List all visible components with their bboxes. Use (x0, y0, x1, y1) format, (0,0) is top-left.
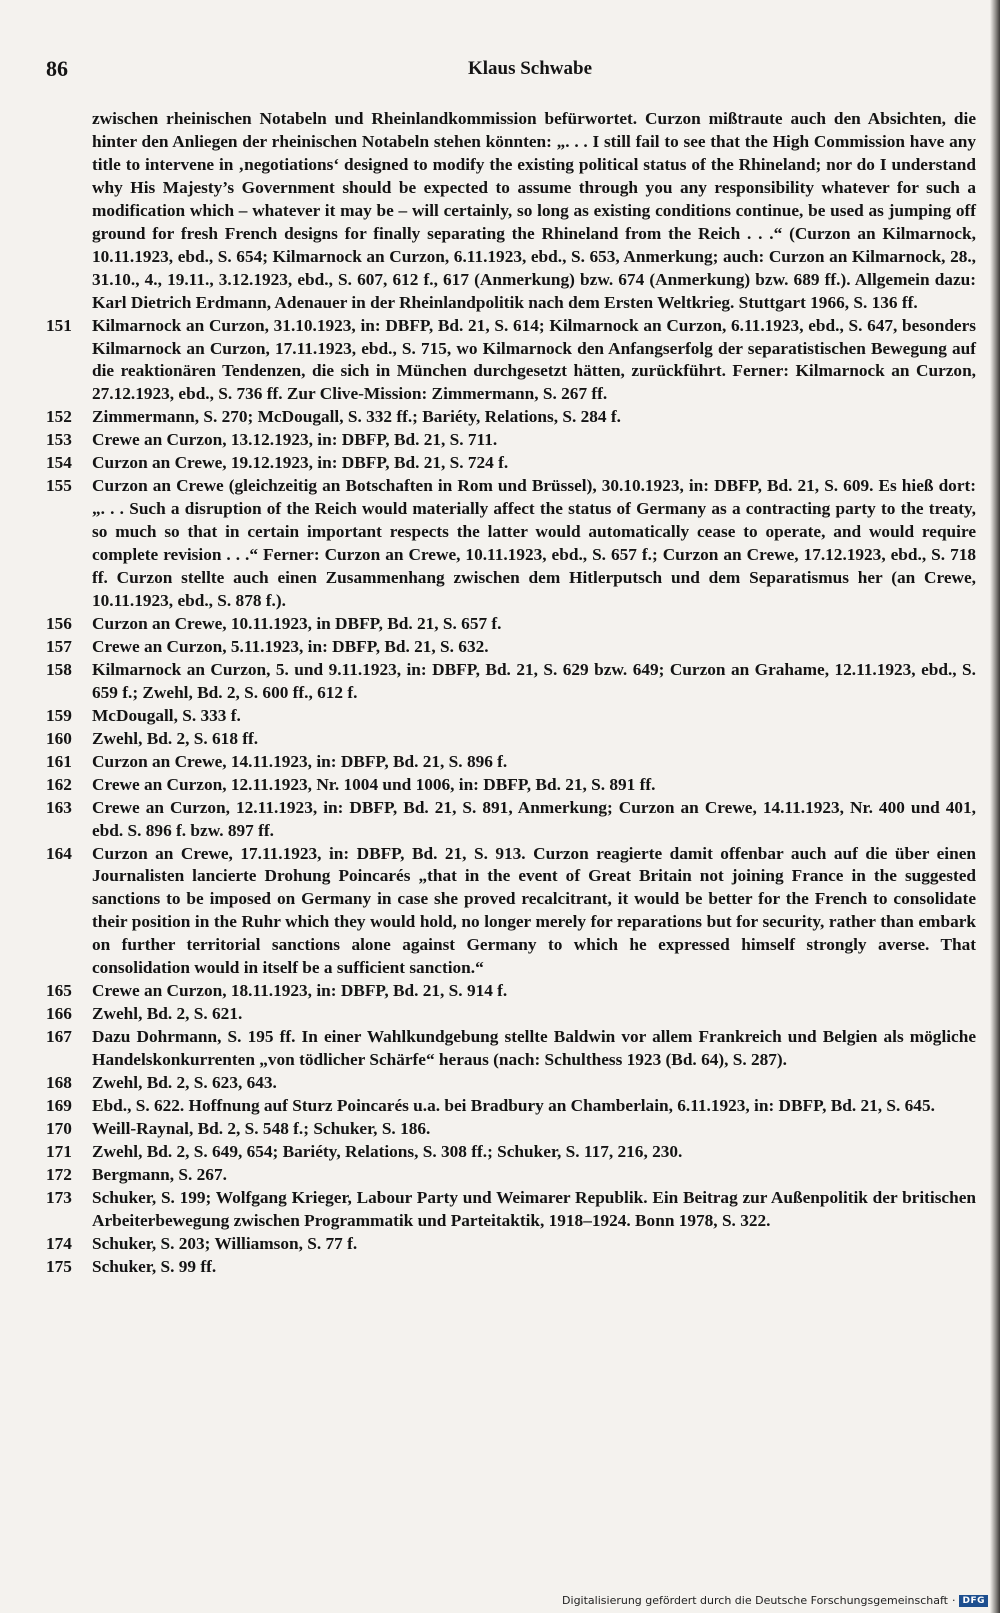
footnote-170 (46, 1118, 976, 1141)
footnote-number: 172 (46, 1164, 72, 1184)
footnote-text: Zwehl, Bd. 2, S. 621. (92, 1004, 243, 1024)
footnote-163 (46, 797, 976, 843)
footnote-number: 158 (46, 659, 72, 679)
footnote-number: 167 (46, 1027, 72, 1047)
footnote-text: Ebd., S. 622. Hoffnung auf Sturz Poincarés u.a. bei Bradbury an Chamberlain, 6.11.1923, in: DBFP, Bd. 21, S. 645. (92, 1095, 935, 1115)
footnote-152 (46, 406, 976, 429)
footnote-number: 170 (46, 1118, 72, 1138)
footer-credit: Digitalisierung gefördert durch die Deutsche Forschungsgemeinschaft (562, 1594, 948, 1607)
footnote-number: 152 (46, 407, 72, 427)
footnote-text: Bergmann, S. 267. (92, 1164, 227, 1184)
footnote-text: Weill-Raynal, Bd. 2, S. 548 f.; Schuker, S. 186. (92, 1118, 431, 1138)
footnote-165 (46, 980, 976, 1003)
footnote-text: Curzon an Crewe, 14.11.1923, in: DBFP, Bd. 21, S. 896 f. (92, 751, 508, 771)
footnote-154 (46, 452, 976, 475)
footnote-number: 161 (46, 751, 72, 771)
footnote-number: 154 (46, 453, 72, 473)
footnote-171 (46, 1141, 976, 1164)
footnote-number: 157 (46, 636, 72, 656)
footnote-162 (46, 774, 976, 797)
footnote-164 (46, 843, 976, 981)
footnote-172 (46, 1164, 976, 1187)
footnote-166 (46, 1003, 976, 1026)
footnote-155 (46, 475, 976, 613)
running-head: Klaus Schwabe (467, 58, 593, 79)
footnote-number: 168 (46, 1073, 72, 1093)
page-number: 86 (46, 56, 68, 81)
footnote-text: Kilmarnock an Curzon, 5. und 9.11.1923, in: DBFP, Bd. 21, S. 629 bzw. 649; Curzon an Grahame, 12.11.1923, ebd., S. 659 f.; Zwehl, Bd. 2, S. 600 ff., 612 f. (92, 659, 976, 702)
footnote-text: Schuker, S. 203; Williamson, S. 77 f. (92, 1233, 358, 1253)
footnote-number: 175 (46, 1256, 72, 1276)
footnote-number: 165 (46, 981, 72, 1001)
note-continuation: zwischen rheinischen Notabeln und Rheinlandkommission befürwortet. Curzon mißtraute auch den Absichten, die hinter den Anliegen der rheinischen Notabeln stehen könnten: „. . . I still fail to see that the High Commission have any title to intervene in ‚negotiations‘ designed to modify the existing political status of the Rhineland; nor do I understand why His Majesty’s Government should be expected to assume through you any responsibility whatever for such a modification which – whatever it may be – will certainly, so long as existing conditions continue, be used as jumping off ground for fresh French designs for finally separating the Rhineland from the Reich . . .“ (Curzon an Kilmarnock, 10.11.1923, ebd., S. 654; Kilmarnock an Curzon, 6.11.1923, ebd., S. 653, Anmerkung; auch: Curzon an Kilmarnock, 28., 31.10., 4., 19.11., 3.12.1923, ebd., S. 607, 612 f., 617 (Anmerkung) bzw. 674 (Anmerkung) bzw. 689 ff.). Allgemein dazu: Karl Dietrich Erdmann, Adenauer in der Rheinlandpolitik nach dem Ersten Weltkrieg. Stuttgart 1966, S. 136 ff. (92, 109, 976, 312)
footnote-number: 163 (46, 797, 72, 817)
footnote-text: Crewe an Curzon, 12.11.1923, in: DBFP, Bd. 21, S. 891, Anmerkung; Curzon an Crewe, 14.11.1923, Nr. 400 und 401, ebd. S. 896 f. bzw. 897 ff. (92, 797, 976, 840)
footnote-text: Crewe an Curzon, 13.12.1923, in: DBFP, Bd. 21, S. 711. (92, 430, 498, 450)
footnote-number: 159 (46, 705, 72, 725)
footnote-text: Zwehl, Bd. 2, S. 649, 654; Bariéty, Relations, S. 308 ff.; Schuker, S. 117, 216, 230. (92, 1141, 683, 1161)
footnote-156 (46, 613, 976, 636)
footnote-157 (46, 636, 976, 659)
footnote-text: Crewe an Curzon, 12.11.1923, Nr. 1004 und 1006, in: DBFP, Bd. 21, S. 891 ff. (92, 774, 656, 794)
footnote-number: 155 (46, 476, 72, 496)
footnote-text: Kilmarnock an Curzon, 31.10.1923, in: DBFP, Bd. 21, S. 614; Kilmarnock an Curzon, 6.11.1923, ebd., S. 647, besonders Kilmarnock an Curzon, 17.11.1923, ebd., S. 715, wo Kilmarnock den Anfangserfolg der separatistischen Bewegung auf die reaktionären Tendenzen, die sich in München durchgesetzt hätten, zurückführt. Ferner: Kilmarnock an Curzon, 27.12.1923, ebd., S. 736 ff. Zur Clive-Mission: Zimmermann, S. 267 ff. (92, 315, 976, 404)
footnote-159 (46, 705, 976, 728)
footnote-text: Zimmermann, S. 270; McDougall, S. 332 ff.; Bariéty, Relations, S. 284 f. (92, 407, 621, 427)
footnote-161 (46, 751, 976, 774)
footnote-number: 151 (46, 315, 72, 335)
footnote-number: 169 (46, 1095, 72, 1115)
footnote-160 (46, 728, 976, 751)
footnote-number: 171 (46, 1141, 72, 1161)
footnote-153 (46, 429, 976, 452)
footnote-168 (46, 1072, 976, 1095)
footnote-167 (46, 1026, 976, 1072)
footnote-text: Crewe an Curzon, 18.11.1923, in: DBFP, Bd. 21, S. 914 f. (92, 981, 508, 1001)
footnote-number: 156 (46, 613, 72, 633)
footnote-number: 162 (46, 774, 72, 794)
footnote-text: Schuker, S. 199; Wolfgang Krieger, Labour Party und Weimarer Republik. Ein Beitrag zur Außenpolitik der britischen Arbeiterbewegung zwischen Programmatik und Parteitaktik, 1918–1924. Bonn 1978, S. 322. (92, 1187, 976, 1230)
footnote-number: 166 (46, 1004, 72, 1024)
footnote-174 (46, 1233, 976, 1256)
footnote-number: 164 (46, 843, 72, 863)
page-edge-shadow (990, 0, 1000, 1613)
footnote-number: 174 (46, 1233, 72, 1253)
page-header (46, 56, 974, 86)
footnote-number: 160 (46, 728, 72, 748)
footnote-173 (46, 1187, 976, 1233)
footnote-169 (46, 1095, 976, 1118)
footnote-175 (46, 1256, 976, 1279)
footnote-text: Zwehl, Bd. 2, S. 623, 643. (92, 1073, 277, 1093)
footnote-text: Curzon an Crewe, 19.12.1923, in: DBFP, Bd. 21, S. 724 f. (92, 453, 509, 473)
footnote-151 (46, 315, 976, 407)
digitization-footer: Digitalisierung gefördert durch die Deutsche Forschungsgemeinschaft · DFG (562, 1594, 988, 1607)
endnotes (46, 108, 976, 1279)
footnote-number: 153 (46, 430, 72, 450)
footnote-text: McDougall, S. 333 f. (92, 705, 241, 725)
footnote-text: Zwehl, Bd. 2, S. 618 ff. (92, 728, 259, 748)
footnote-text: Curzon an Crewe, 10.11.1923, in DBFP, Bd. 21, S. 657 f. (92, 613, 502, 633)
footnote-158 (46, 659, 976, 705)
footnote-number: 173 (46, 1187, 72, 1207)
dfg-logo: DFG (959, 1595, 988, 1607)
footnote-text: Curzon an Crewe (gleichzeitig an Botschaften in Rom und Brüssel), 30.10.1923, in: DBFP, Bd. 21, S. 609. Es hieß dort: „. . . Such a disruption of the Reich would materially affect the status of Germany as a contracting party to the treaty, so much so that in certain important respects the latter would automatically cease to operate, and would require complete revision . . .“ Ferner: Curzon an Crewe, 10.11.1923, ebd., S. 657 f.; Curzon an Crewe, 17.12.1923, ebd., S. 718 ff. Curzon stellte auch einen Zusammenhang zwischen dem Hitlerputsch und dem Separatismus her (an Crewe, 10.11.1923, ebd., S. 878 f.). (92, 476, 976, 611)
footnote-text: Crewe an Curzon, 5.11.1923, in: DBFP, Bd. 21, S. 632. (92, 636, 489, 656)
footnote-text: Schuker, S. 99 ff. (92, 1256, 217, 1276)
footnote-text: Dazu Dohrmann, S. 195 ff. In einer Wahlkundgebung stellte Baldwin vor allem Frankreich und Belgien als mögliche Handelskonkurrenten „von tödlicher Schärfe“ heraus (nach: Schulthess 1923 (Bd. 64), S. 287). (92, 1027, 976, 1070)
footnote-text: Curzon an Crewe, 17.11.1923, in: DBFP, Bd. 21, S. 913. Curzon reagierte damit offenbar auch auf die über einen Journalisten lancierte Drohung Poincarés „that in the event of Great Britain not joining France in the suggested sanctions to be imposed on Germany in case she proved recalcitrant, it would be better for the French to consolidate their position in the Ruhr which they would hold, no longer merely for reparations but for security, rather than embark on further territorial sanctions alone against Germany to which he expressed himself strongly averse. That consolidation would in itself be a sufficient sanction.“ (92, 843, 976, 978)
